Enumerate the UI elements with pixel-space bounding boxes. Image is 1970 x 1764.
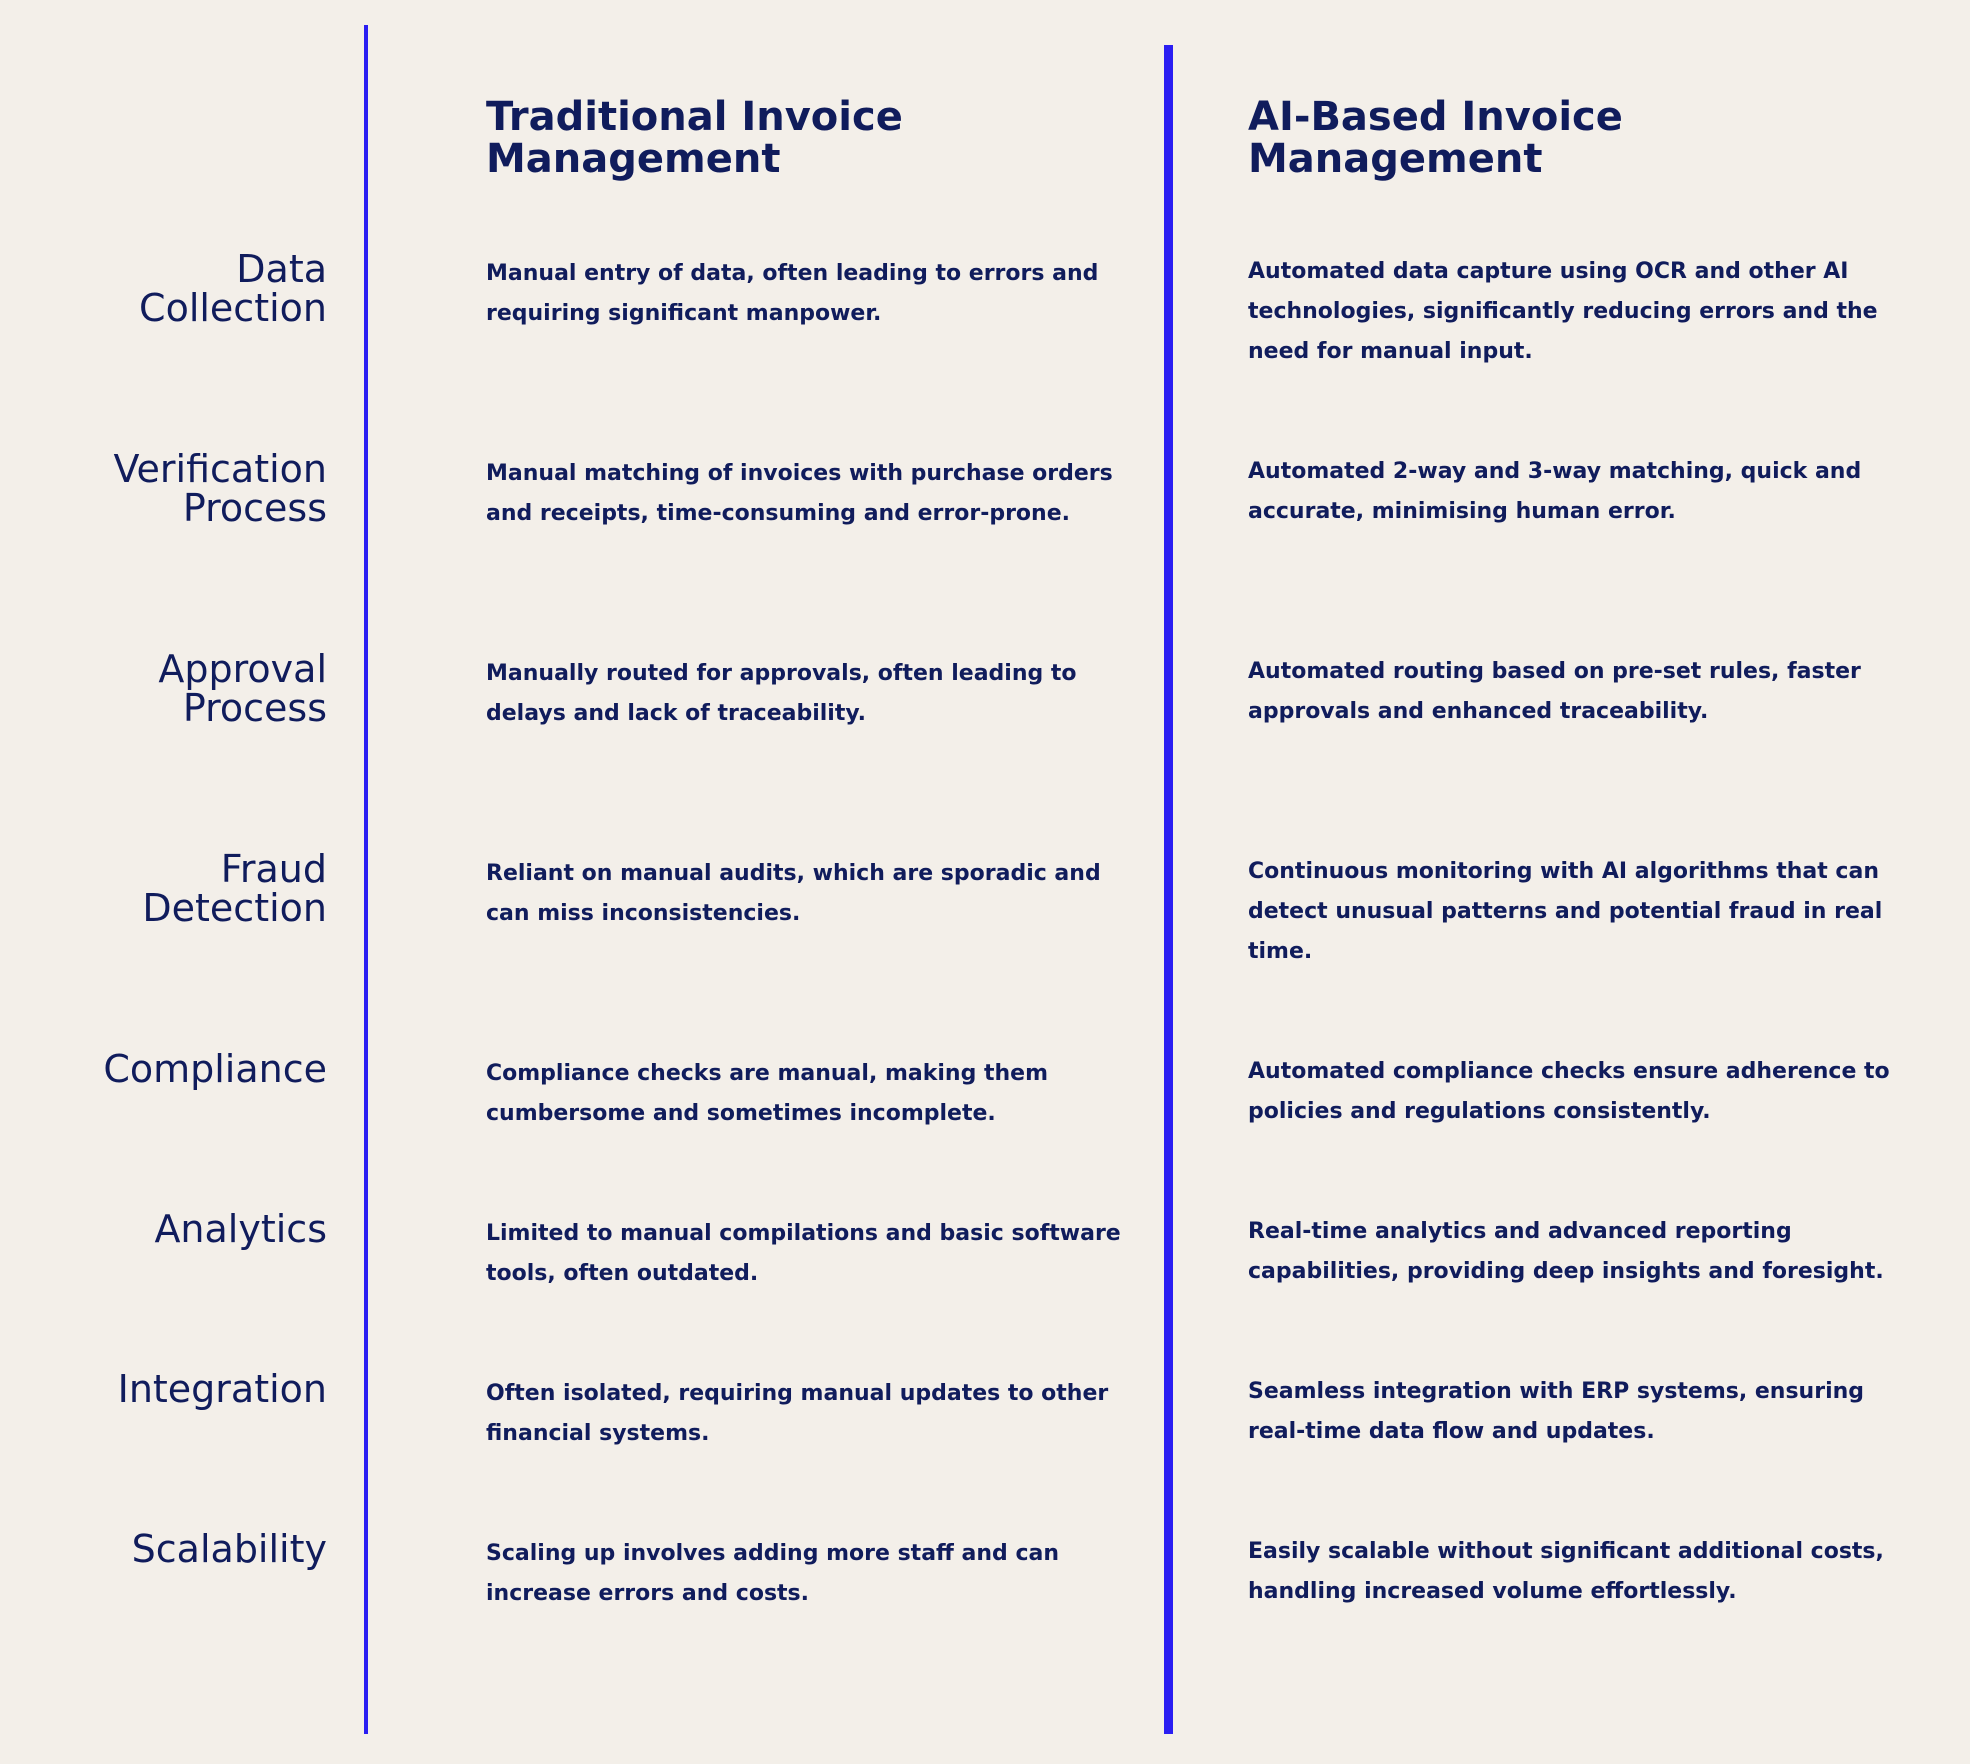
ai-cell: Automated data capture using OCR and other AI technologies, significantly reducing errors and the need for manual input. [1248, 259, 1878, 364]
row-label: Analytics [154, 1207, 327, 1251]
row-label: Integration [117, 1367, 327, 1411]
ai-cell: Easily scalable without significant additional costs, handling increased volume effortlessly. [1248, 1539, 1884, 1604]
ai-cell: Automated 2-way and 3-way matching, quick and accurate, minimising human error. [1248, 459, 1862, 524]
row-label: Approval Process [158, 647, 327, 730]
traditional-cell: Limited to manual compilations and basic software tools, often outdated. [486, 1221, 1121, 1286]
right-divider-line [1164, 45, 1173, 1734]
traditional-cell: Scaling up involves adding more staff and can increase errors and costs. [486, 1541, 1059, 1606]
traditional-cell: Compliance checks are manual, making them cumbersome and sometimes incomplete. [486, 1061, 1048, 1126]
traditional-cell: Manually routed for approvals, often leading to delays and lack of traceability. [486, 661, 1077, 726]
traditional-cell: Often isolated, requiring manual updates to other financial systems. [486, 1381, 1109, 1446]
row-label: Verification Process [113, 447, 327, 530]
row-label: Fraud Detection [142, 847, 327, 930]
traditional-cell: Reliant on manual audits, which are sporadic and can miss inconsistencies. [486, 861, 1101, 926]
traditional-cell: Manual entry of data, often leading to errors and requiring significant manpower. [486, 261, 1099, 326]
ai-cell: Continuous monitoring with AI algorithms that can detect unusual patterns and potential fraud in real time. [1248, 859, 1883, 964]
ai-cell: Automated compliance checks ensure adherence to policies and regulations consistently. [1248, 1059, 1890, 1124]
row-label: Data Collection [139, 247, 327, 330]
row-label: Compliance [103, 1047, 327, 1091]
ai-cell: Seamless integration with ERP systems, ensuring real-time data flow and updates. [1248, 1379, 1865, 1444]
ai-cell: Real-time analytics and advanced reporting capabilities, providing deep insights and foresight. [1248, 1219, 1884, 1284]
traditional-column-header: Traditional Invoice Management [486, 94, 903, 182]
row-label: Scalability [131, 1527, 327, 1571]
ai-cell: Automated routing based on pre-set rules, faster approvals and enhanced traceability. [1248, 659, 1861, 724]
left-divider-line [364, 25, 368, 1734]
traditional-cell: Manual matching of invoices with purchase orders and receipts, time-consuming and error-prone. [486, 461, 1113, 526]
ai-column-header: AI-Based Invoice Management [1248, 94, 1623, 182]
